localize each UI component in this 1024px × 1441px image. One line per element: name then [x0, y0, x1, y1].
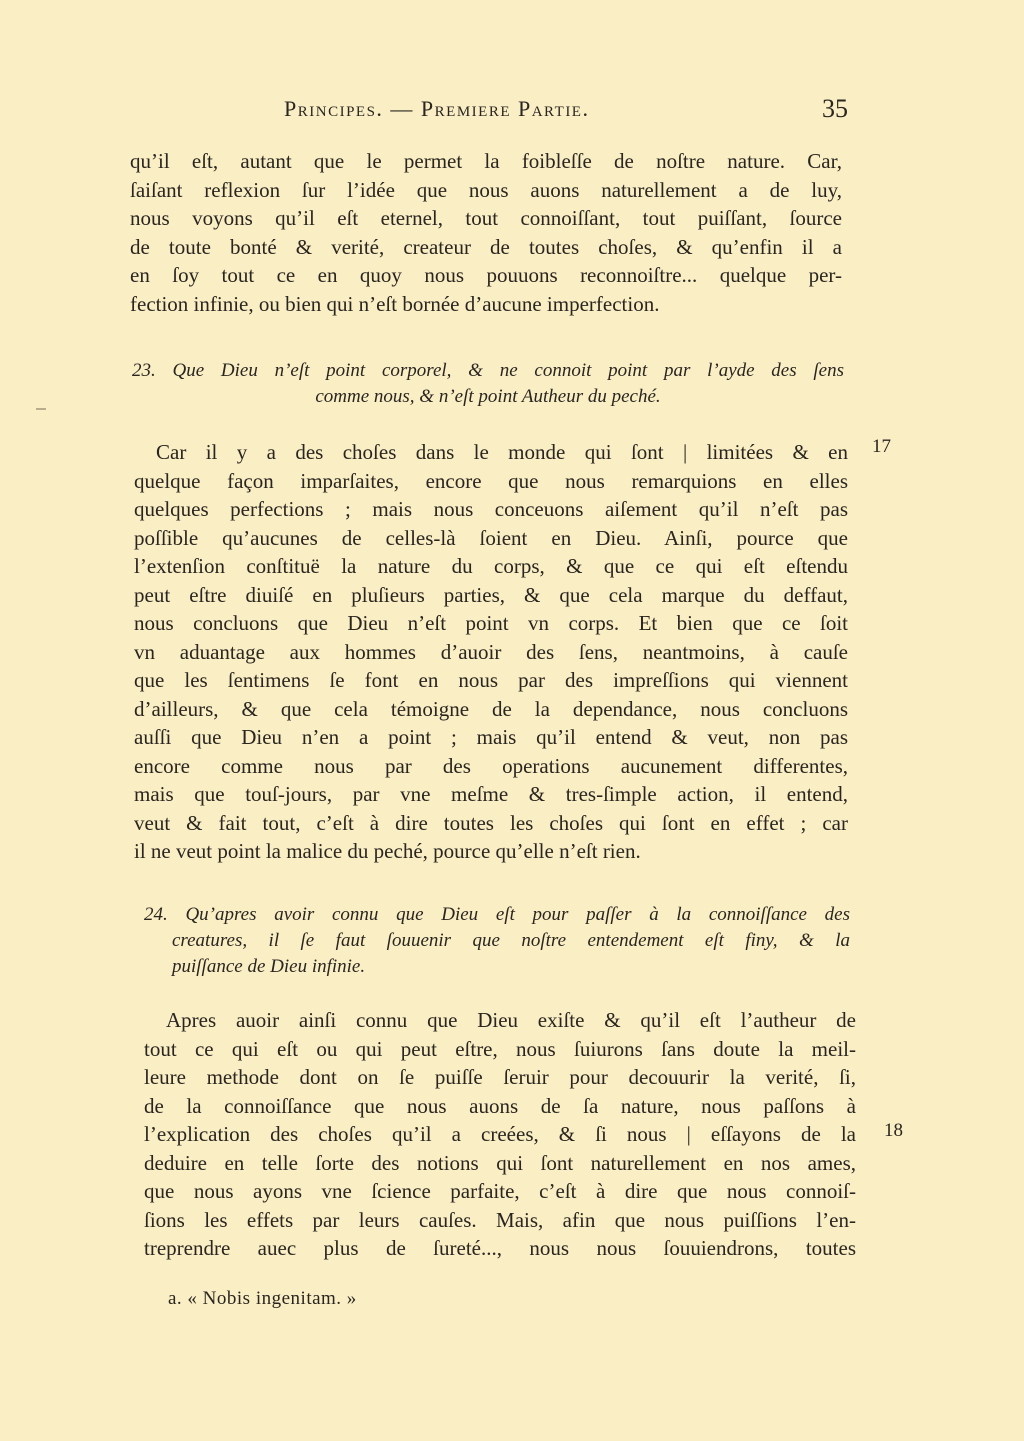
text-line: ſions les effets par leurs cauſes. Mais, afin que nous puiſſions l’en- [144, 1207, 856, 1232]
text-line: de toute bonté & verité, createur de toutes choſes, & qu’enfin il a [130, 234, 842, 259]
text-line: quelques perfections ; mais nous conceuons aiſement qu’il n’eſt pas [134, 497, 848, 521]
heading-line: comme nous, & n’eſt point Autheur du peché. [315, 386, 661, 407]
text-line: quelque façon imparſaites, encore que nous remarquions en elles [134, 468, 848, 493]
text-line: que les ſentimens ſe font en nous par des impreſſions qui viennent [134, 668, 848, 692]
text-line: que nous ayons vne ſcience parfaite, c’eſt à dire que nous connoiſ- [144, 1179, 856, 1203]
margin-page-number: 17 [872, 436, 891, 457]
text-line: fection infinie, ou bien qui n’eſt bornée d’aucune imperfection. [130, 291, 660, 316]
footnote: a. « Nobis ingenitam. » [168, 1288, 357, 1309]
heading-line: 24. Qu’apres avoir connu que Dieu eſt pour paſſer à la connoiſſance des [144, 904, 850, 925]
page-number: 35 [822, 94, 848, 123]
text-line: nous voyons qu’il eſt eternel, tout connoiſſant, tout puiſſant, ſource [130, 206, 842, 230]
text-line: l’explication des choſes qu’il a creées, & ſi nous | eſſayons de la [144, 1122, 856, 1146]
section-heading-24 [144, 902, 850, 980]
text-line: l’extenſion conſtituë la nature du corps, & que ce qui eſt eſtendu [134, 554, 848, 578]
text-line: en ſoy tout ce en quoy nous pouuons reconnoiſtre... quelque per- [130, 263, 842, 287]
paragraph-1 [130, 147, 842, 318]
text-line: deduire en telle ſorte des notions qui ſont naturellement en nos ames, [144, 1150, 856, 1175]
text-line: qu’il eſt, autant que le permet la foibleſſe de noſtre nature. Car, [130, 149, 842, 173]
heading-line: 23. Que Dieu n’eſt point corporel, & ne connoit point par l’ayde des ſens [132, 360, 844, 381]
heading-line: puiſſance de Dieu infinie. [172, 956, 366, 977]
text-line: nous concluons que Dieu n’eſt point vn corps. Et bien que ce ſoit [134, 611, 848, 635]
margin-page-number: 18 [884, 1120, 903, 1141]
text-line: encore comme nous par des operations aucunement differentes, [134, 753, 848, 778]
text-line: d’ailleurs, & que cela témoigne de la dependance, nous concluons [134, 696, 848, 721]
text-line: auſſi que Dieu n’en a point ; mais qu’il entend & veut, non pas [134, 725, 848, 749]
text-line: Car il y a des choſes dans le monde qui ſont | limitées & en [156, 440, 848, 464]
text-line: mais que touſ-jours, par vne meſme & tres-ſimple action, il entend, [134, 782, 848, 806]
heading-line: creatures, il ſe faut ſouuenir que noſtre entendement eſt finy, & la [172, 930, 850, 951]
paragraph-2 [134, 438, 848, 866]
text-line: de la connoiſſance que nous auons de ſa nature, nous paſſons à [144, 1093, 856, 1118]
text-line: il ne veut point la malice du peché, pource qu’elle n’eſt rien. [134, 839, 641, 863]
text-line: treprendre auec plus de ſureté..., nous nous ſouuiendrons, toutes [144, 1236, 856, 1260]
text-line: vn aduantage aux hommes d’auoir des ſens, neantmoins, à cauſe [134, 639, 848, 664]
text-line: ſaiſant reflexion ſur l’idée que nous auons naturellement a de luy, [130, 177, 842, 202]
text-line: leure methode dont on ſe puiſſe ſeruir pour decouurir la verité, ſi, [144, 1065, 856, 1089]
running-head-title: Principes. — Premiere Partie. [284, 96, 590, 121]
text-line: tout ce qui eſt ou qui peut eſtre, nous ſuiurons ſans doute la meil- [144, 1036, 856, 1061]
running-head [284, 96, 848, 130]
paragraph-3 [144, 1006, 856, 1263]
text-line: poſſible qu’aucunes de celles-là ſoient en Dieu. Ainſi, pource que [134, 525, 848, 550]
text-line: Apres auoir ainſi connu que Dieu exiſte & qu’il eſt l’autheur de [166, 1008, 856, 1032]
section-heading-23 [132, 358, 844, 410]
text-line: veut & fait tout, c’eſt à dire toutes les choſes qui ſont en effet ; car [134, 810, 848, 835]
print-mark [36, 408, 46, 410]
text-line: peut eſtre diuiſé en pluſieurs parties, & que cela marque du deffaut, [134, 582, 848, 607]
